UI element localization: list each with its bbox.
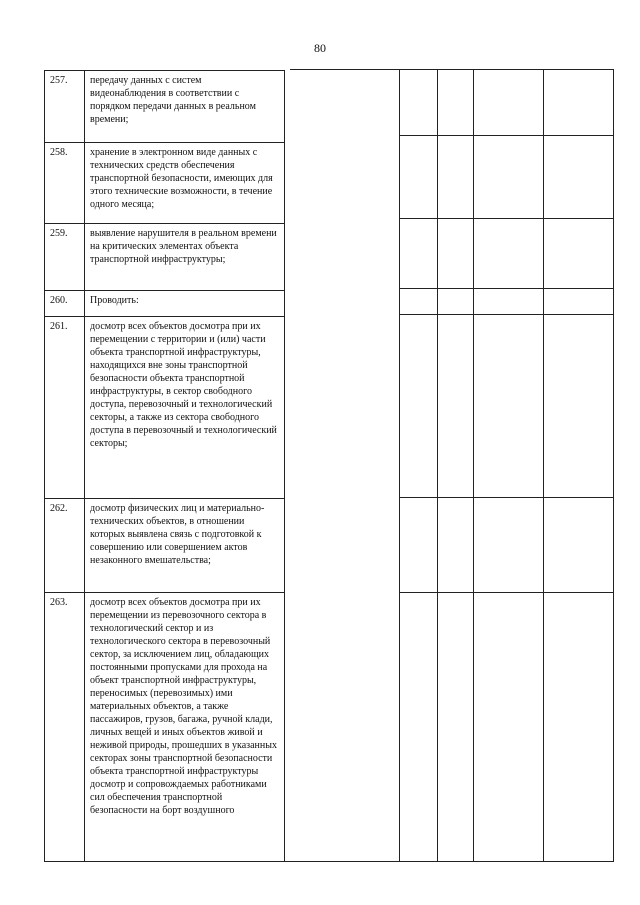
row-text: досмотр всех объектов досмотра при их перемещении из перевозочного сектора в технологический сектор и из технологического сектора в перевозочный сектор, за исключением лиц, обладающих постоянными пропусками для прохода на объект транспортной инфраструктуры, переносимых (перевозимых) ими материальных объектов, а также пассажиров, грузов, багажа, ручной клади, личных вещей и иных объектов живой и неживой природы, прошедших в указанных секторах зоны транспортной безопасности объекта транспортной инфраструктуры досмотр и сопровождаемых работниками сил обеспечения транспортной безопасности на борт воздушного [90,597,277,816]
table-row [44,223,285,291]
table-row [44,592,285,862]
grid-line [399,314,614,315]
row-number: 257. [45,71,85,142]
row-number: 260. [45,291,85,316]
row-text: досмотр физических лиц и материально-технических объектов, в отношении которых выявлена связь с подготовкой к совершению или совершением актов незаконного вмешательства; [90,503,265,566]
row-number: 258. [45,143,85,223]
grid-line [399,592,614,593]
grid-line [399,69,400,862]
row-text: Проводить: [90,295,139,306]
table-row [44,70,285,143]
row-text: передачу данных с систем видеонаблюдения в соответствии с порядком передачи данных в реальном времени; [90,75,256,125]
grid-line [399,135,614,136]
page-number: 80 [314,41,326,55]
grid-line [543,69,544,862]
row-text: хранение в электронном виде данных с технических средств обеспечения транспортной безопасности, имеющих для этого технические возможности, в течение одного месяца; [90,147,273,210]
grid-line [437,69,438,862]
grid-line [473,69,474,862]
row-number: 261. [45,317,85,498]
table-row [44,290,285,317]
requirements-table-left [44,70,285,862]
grid-line [613,69,614,862]
row-number: 263. [45,593,85,861]
grid-line [399,218,614,219]
grid-line [290,69,614,70]
row-number: 259. [45,224,85,290]
row-text: досмотр всех объектов досмотра при их перемещении с территории и (или) части объекта транспортной инфраструктуры, находящихся вне зоны транспортной безопасности объекта транспортной инфраструктуры, в сектор свободного доступа, перевозочный и технологический секторы, а также из сектора свободного доступа в перевозочный и технологический секторы; [90,321,277,449]
table-row [44,498,285,593]
table-row [44,316,285,499]
grid-line [399,288,614,289]
grid-line [282,861,614,862]
row-text: выявление нарушителя в реальном времени на критических элементах объекта транспортной инфраструктуры; [90,228,277,265]
grid-line [399,497,614,498]
row-number: 262. [45,499,85,592]
table-row [44,142,285,224]
